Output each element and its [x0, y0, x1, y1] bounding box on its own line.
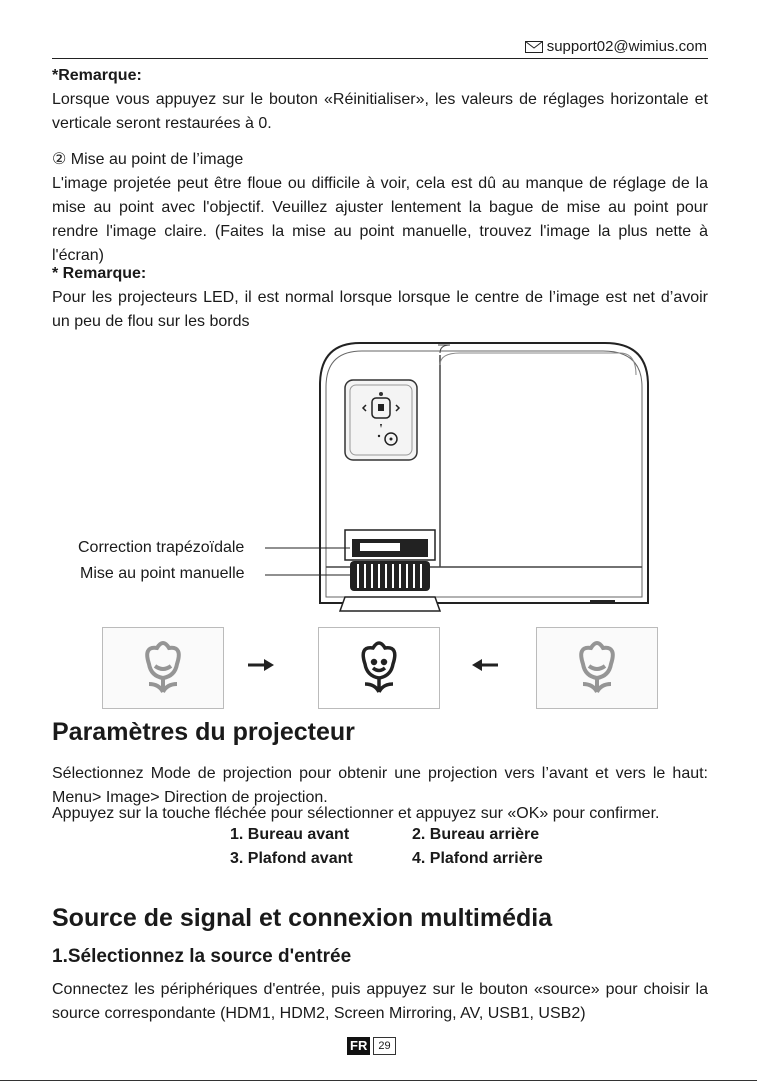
flower-icon	[103, 628, 223, 708]
page-number: 29	[373, 1037, 395, 1055]
signal-text: Connectez les périphériques d'entrée, puis appuyez sur le bouton «source» pour choisir la source correspondante (HDM1, HDM2, Screen Mirroring, AV, USB1, USB2)	[52, 981, 708, 1022]
projector-params-title: Paramètres du projecteur	[52, 718, 355, 746]
focus-text: L'image projetée peut être floue ou difficile à voir, cela est dû au manque de réglage de la mise au point avec l'objectif. Veuillez ajuster lentement la bague de mise au point pour rendre l'image claire. (Faites la mise au point manuelle, trouvez l'image la plus nette à l'écran)	[52, 175, 708, 264]
remark1-title: *Remarque:	[52, 67, 142, 84]
projector-params-text1: Sélectionnez Mode de projection pour obtenir une projection vers l’avant et vers le haut: Menu> Image> Direction de projection.	[52, 765, 708, 806]
page-badge	[347, 1037, 396, 1055]
email-text: support02@wimius.com	[546, 38, 707, 55]
flower-icon	[537, 628, 657, 708]
signal-title: Source de signal et connexion multimédia	[52, 904, 553, 932]
flower-icon	[319, 628, 439, 708]
focus-label: Mise au point manuelle	[80, 565, 245, 582]
projector-figure	[60, 335, 660, 615]
remark1-text: Lorsque vous appuyez sur le bouton «Réinitialiser», les valeurs de réglages horizontale et verticale seront restaurées à 0.	[52, 91, 708, 132]
focus-title: ② Mise au point de l’image	[52, 151, 244, 168]
keystone-label: Correction trapézoïdale	[78, 539, 245, 556]
contact-email	[525, 38, 707, 55]
header-divider	[52, 58, 708, 59]
blurry-image-right	[536, 627, 658, 709]
sharp-image-center	[318, 627, 440, 709]
projector-params-text2: Appuyez sur la touche fléchée pour sélectionner et appuyez sur «OK» pour confirmer.	[52, 805, 660, 822]
signal-subtitle: 1.Sélectionnez la source d'entrée	[52, 946, 352, 967]
envelope-icon	[525, 41, 543, 53]
footer-divider	[0, 1080, 757, 1081]
language-badge: FR	[347, 1037, 370, 1055]
arrow-right-icon	[246, 655, 276, 680]
remark2-text: Pour les projecteurs LED, il est normal lorsque lorsque le centre de l’image est net d’avoir un peu de flou sur les bords	[52, 289, 708, 330]
arrow-left-icon	[470, 655, 500, 680]
remark2-title: * Remarque:	[52, 265, 147, 282]
mode-item: 2. Bureau arrière	[412, 826, 540, 843]
mode-item: 3. Plafond avant	[230, 850, 353, 867]
mode-item: 1. Bureau avant	[230, 826, 350, 843]
blurry-image-left	[102, 627, 224, 709]
mode-item: 4. Plafond arrière	[412, 850, 543, 867]
projection-modes	[230, 823, 543, 871]
